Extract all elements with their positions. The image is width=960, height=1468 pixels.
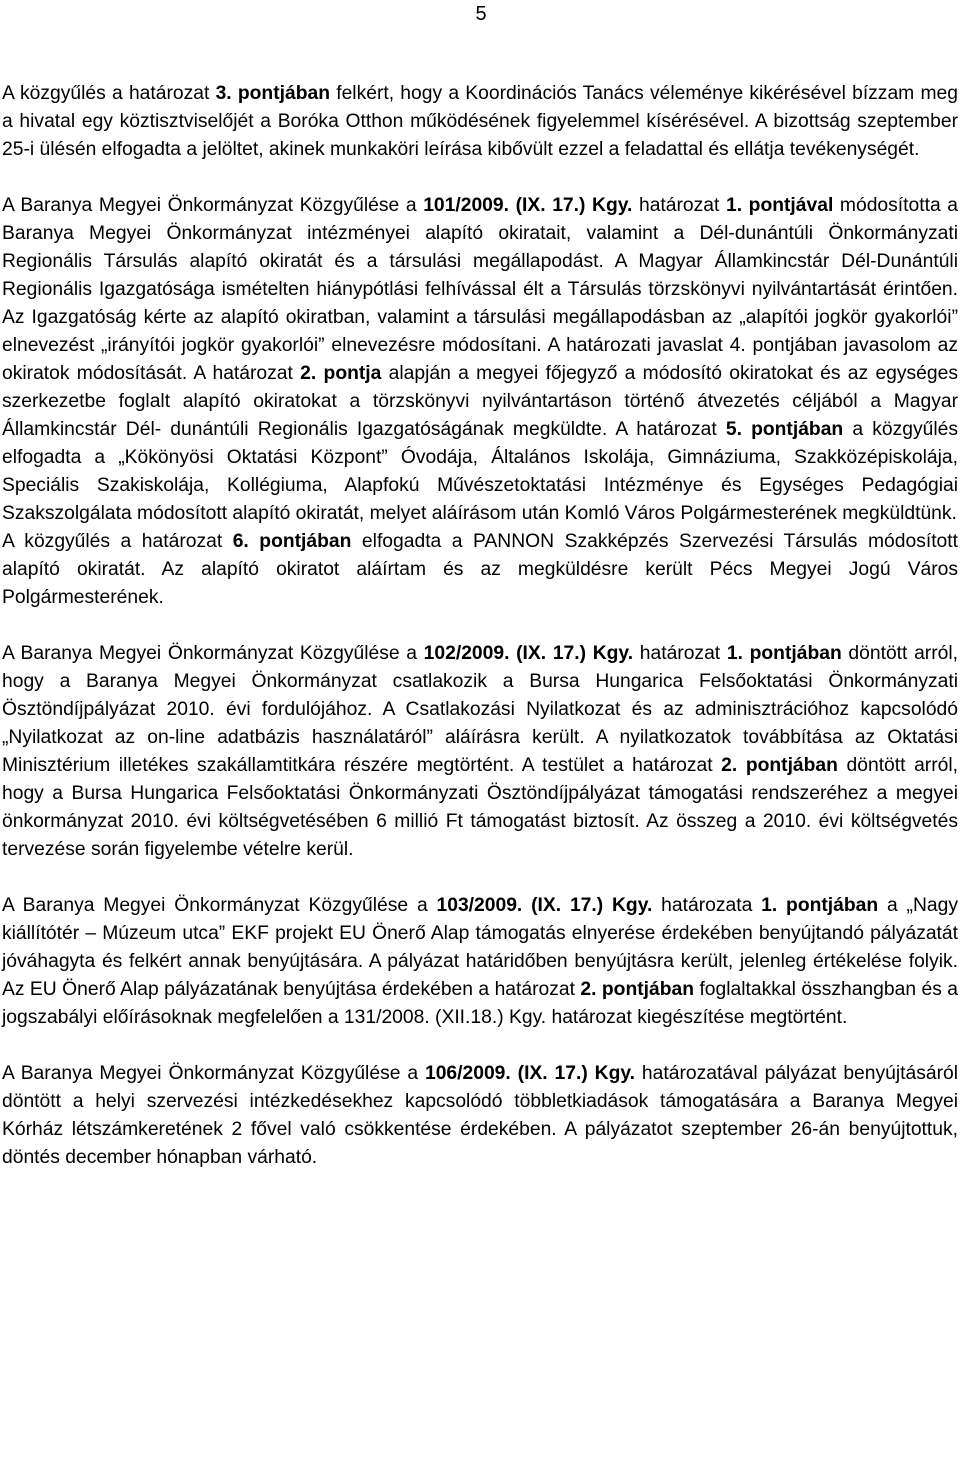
bold-reference: 3. pontjában (215, 83, 330, 104)
bold-reference: 102/2009. (IX. 17.) Kgy. (423, 643, 634, 664)
bold-reference: 2. pontjában (721, 755, 838, 776)
text-segment: határozata (652, 895, 762, 916)
bold-reference: 106/2009. (IX. 17.) Kgy. (424, 1063, 636, 1084)
text-segment: elfogadta a PANNON Szakképzés Szervezési Társulás módosított alapító okiratát. Az alapító okiratot aláírtam és az megküldésre került Pécs Megyei Jogú Város Polgármesterének. (2, 531, 958, 608)
paragraph-pannon-szakkepzes (2, 528, 958, 612)
text-segment: alapján a megyei főjegyző a módosító okiratokat és az egységes szerkezetbe foglalt alapító okiratokat a törzskönyvi nyilvántartáson történő átvezetés céljából a Magyar Államkincstár Dél- dunántúli Regionális Igazgatóságának megküldte. A határozat (2, 363, 958, 440)
page-number: 5 (475, 3, 487, 25)
paragraph-resolution-106 (2, 1060, 958, 1172)
text-segment: döntött arról, hogy a Baranya Megyei Önkormányzat csatlakozik a Bursa Hungarica Felsőoktatási Önkormányzati Ösztöndíjpályázat 2010. évi fordulójához. A Csatlakozási Nyilatkozat és az adminisztrációhoz kapcsolódó „Nyilatkozat az on-line adatbázis használatáról” aláírásra került. A nyilatkozatok továbbítása az Oktatási Minisztérium illetékes szakállamtitkára részére megtörtént. A testület a határozat (2, 643, 958, 776)
text-segment: határozat (633, 643, 727, 664)
document-body (2, 80, 958, 1172)
text-segment: a „Nagy kiállítótér – Múzeum utca” EKF projekt EU Önerő Alap támogatás elnyerése érdekében benyújtandó pályázatát jóváhagyta és felkért annak benyújtására. A pályázat határidőben benyújtásra került, jelenleg értékelése folyik. Az EU Önerő Alap pályázatának benyújtása érdekében a határozat (2, 895, 958, 1000)
paragraph-resolution-101 (2, 192, 958, 528)
text-segment: A Baranya Megyei Önkormányzat Közgyűlése a (2, 643, 424, 664)
bold-reference: 103/2009. (IX. 17.) Kgy. (436, 895, 653, 916)
paragraph-resolution-102 (2, 640, 958, 864)
bold-reference: 6. pontjában (232, 531, 352, 552)
text-segment: a közgyűlés elfogadta a „Kökönyösi Oktatási Központ” Óvodája, Általános Iskolája, Gimnáziuma, Szakközépiskolája, Speciális Szakiskolája, Kollégiuma, Alapfokú Művészetoktatási Intézménye és Egységes Pedagógiai Szakszolgálata módosított alapító okiratát, melyet aláírásom után Komló Város Polgármesterének megküldtünk. (2, 419, 958, 524)
paragraph-resolution-103 (2, 892, 958, 1032)
text-segment: döntött arról, hogy a Bursa Hungarica Felsőoktatási Önkormányzati Ösztöndíjpályázat támogatási rendszeréhez a megyei önkormányzat 2010. évi költségvetésében 6 millió Ft támogatást biztosít. Az összeg a 2010. évi költségvetés tervezése során figyelembe vételre kerül. (2, 755, 958, 860)
text-segment: módosította a Baranya Megyei Önkormányzat intézményei alapító okiratait, valamint a Dél-dunántúli Önkormányzati Regionális Társulás alapító okiratát és a társulási megállapodást. A Magyar Államkincstár Dél-Dunántúli Regionális Igazgatósága ismételten hiánypótlási felhívással élt a Társulás törzskönyvi nyilvántartását érintően. Az Igazgatóság kérte az alapító okiratban, valamint a társulási megállapodásban az „alapítói jogkör gyakorlói” elnevezést „irányítói jogkör gyakorlói” elnevezésre módosítani. A határozati javaslat 4. pontjában javasolom az okiratok módosítását. A határozat (2, 195, 958, 384)
bold-reference: 101/2009. (IX. 17.) Kgy. (423, 195, 633, 216)
bold-reference: 1. pontjában (761, 895, 879, 916)
paragraph-boroka-otthon (2, 80, 958, 164)
bold-reference: 1. pontjában (726, 643, 842, 664)
text-segment: A Baranya Megyei Önkormányzat Közgyűlése a (2, 195, 424, 216)
text-segment: A közgyűlés a határozat (2, 83, 216, 104)
text-segment: A Baranya Megyei Önkormányzat Közgyűlése a (2, 895, 437, 916)
text-segment: A közgyűlés a határozat (2, 531, 233, 552)
bold-reference: 5. pontjában (725, 419, 844, 440)
text-segment: határozat (632, 195, 726, 216)
text-segment: A Baranya Megyei Önkormányzat Közgyűlése a (2, 1063, 425, 1084)
bold-reference: 2. pontja (300, 363, 382, 384)
text-segment: határozatával pályázat benyújtásáról döntött a helyi szervezési intézkedésekhez kapcsolódó többletkiadások támogatására a Baranya Megyei Kórház létszámkeretének 2 fővel való csökkentése érdekében. A pályázatot szeptember 26-án benyújtottuk, döntés december hónapban várható. (2, 1063, 959, 1168)
bold-reference: 1. pontjával (725, 195, 834, 216)
text-segment: foglaltakkal összhangban és a jogszabályi előírásoknak megfelelően a 131/2008. (XII.18.) Kgy. határozat kiegészítése megtörtént. (2, 979, 958, 1028)
bold-reference: 2. pontjában (580, 979, 695, 1000)
text-segment: felkért, hogy a Koordinációs Tanács véleménye kikérésével bízzam meg a hivatal egy köztisztviselőjét a Boróka Otthon működésének figyelemmel kísérésével. A bizottság szeptember 25-i ülésén elfogadta a jelöltet, akinek munkaköri leírása kibővült ezzel a feladattal és ellátja tevékenységét. (2, 83, 958, 160)
